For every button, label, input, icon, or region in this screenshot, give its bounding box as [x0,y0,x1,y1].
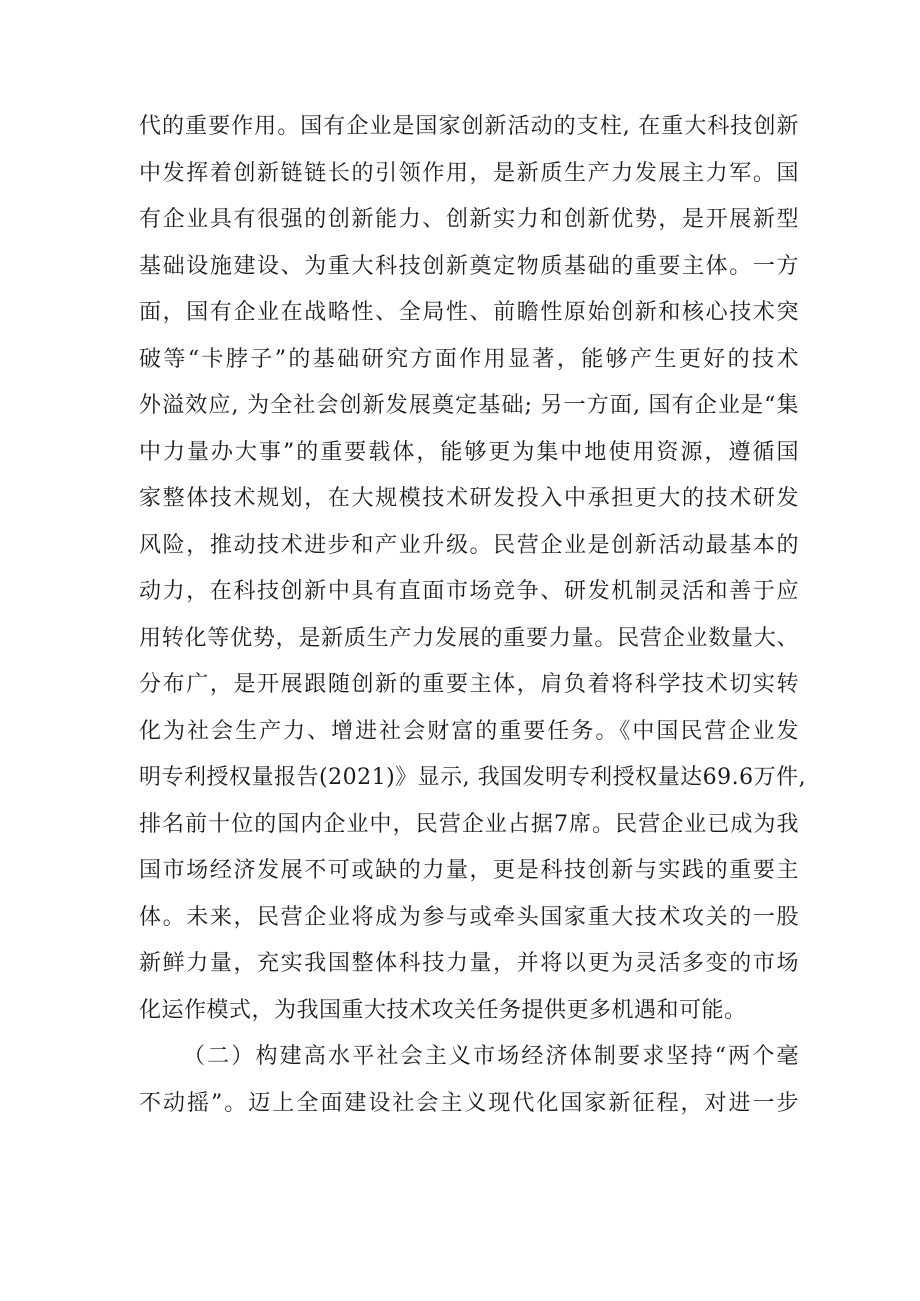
text-line: 代的重要作用。国有企业是国家创新活动的支柱, 在重大科技创新 [139,114,799,139]
section-heading-line: （二）构建高水平社会主义市场经济体制要求坚持“两个毫 [183,1044,799,1069]
text-line: 动力，在科技创新中具有直面市场竞争、研发机制灵活和善于应 [139,579,799,604]
text-line: 破等“卡脖子”的基础研究方面作用显著，能够产生更好的技术 [139,346,799,372]
text-line: 面，国有企业在战略性、全局性、前瞻性原始创新和核心技术突 [139,300,799,325]
text-line: 国市场经济发展不可或缺的力量，更是科技创新与实践的重要主 [139,858,799,883]
text-line: 中力量办大事”的重要载体，能够更为集中地使用资源，遵循国 [139,439,799,465]
text-line: 新鲜力量，充实我国整体科技力量，并将以更为灵活多变的市场 [139,951,799,976]
text-line: 用转化等优势，是新质生产力发展的重要力量。民营企业数量大、 [139,625,799,651]
text-line: 明专利授权量报告(2021)》显示, 我国发明专利授权量达69.6万件, [139,765,807,790]
text-line: 有企业具有很强的创新能力、创新实力和创新优势，是开展新型 [139,207,799,232]
paragraph-last-line: 化运作模式，为我国重大技术攻关任务提供更多机遇和可能。 [139,997,747,1023]
text-line: 体。未来，民营企业将成为参与或牵头国家重大技术攻关的一股 [139,904,799,930]
text-line: 中发挥着创新链链长的引领作用，是新质生产力发展主力军。国 [139,160,799,186]
text-line: 排名前十位的国内企业中，民营企业占据7席。民营企业已成为我 [139,811,799,837]
document-body [139,104,807,1127]
text-line: 化为社会生产力、增进社会财富的重要任务。《中国民营企业发 [139,718,799,744]
text-line: 外溢效应, 为全社会创新发展奠定基础; 另一方面, 国有企业是“集 [139,393,799,418]
text-line: 分布广，是开展跟随创新的重要主体，肩负着将科学技术切实转 [139,672,799,697]
text-line: 基础设施建设、为重大科技创新奠定物质基础的重要主体。一方 [139,253,799,279]
text-line: 家整体技术规划，在大规模技术研发投入中承担更大的技术研发 [139,486,799,511]
text-line: 不动摇”。迈上全面建设社会主义现代化国家新征程，对进一步 [139,1090,799,1116]
text-line: 风险，推动技术进步和产业升级。民营企业是创新活动最基本的 [139,532,799,558]
